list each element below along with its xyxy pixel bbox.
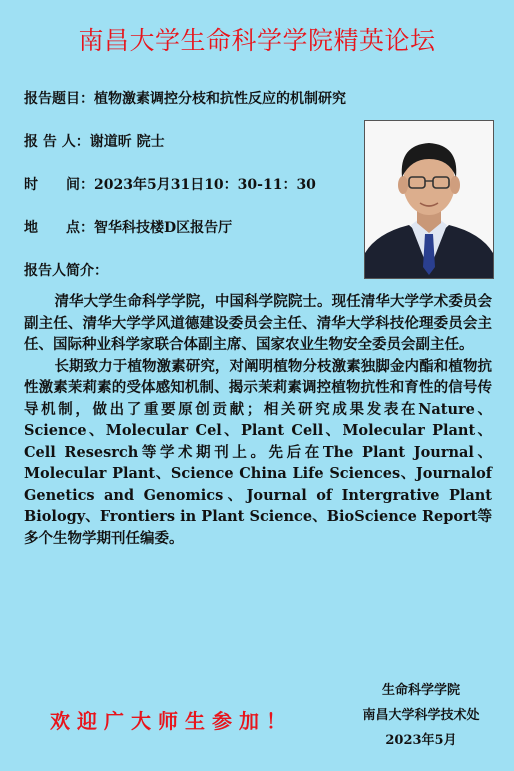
poster-date: 2023年5月 [385, 733, 457, 748]
speaker-value: 谢道昕 院士 [89, 134, 165, 150]
speaker-photo [364, 120, 494, 279]
organizer-school: 生命科学学院 [381, 683, 460, 698]
time-value: 2023年5月31日10：30-11：30 [94, 177, 316, 193]
bio-paragraph-2: 长期致力于植物激素研究，对阐明植物分枝激素独脚金内酯和植物抗性激素茉莉素的受体感知机制、揭示茉莉素调控植物抗性和育性的信号传导机制，做出了重要原创贡献；相关研究成果发表在Nature、Science、Molecular Cel、Plant Cell、Molecular Plant、Cell Resesrch等学术期刊上。先后在The Plant Journal、Molecular Plant、Science China Life Sciences、Journalof Genetics and Genomics、Journal of Intergrative Plant Biology、Frontiers in Plant Science、BioScience Report等多个生物学期刊任编委。 [24, 357, 492, 547]
page-title: 南昌大学生命科学学院精英论坛 [78, 26, 436, 55]
topic-label: 报告题目： [24, 91, 94, 107]
organizer-office: 南昌大学科学技术处 [362, 708, 480, 723]
speaker-row [24, 133, 165, 151]
welcome-slogan: 欢迎广大师生参加！ [50, 709, 293, 733]
bio-text [24, 291, 492, 549]
place-row [24, 219, 232, 237]
bio-paragraph-1: 清华大学生命科学学院，中国科学院院士。现任清华大学学术委员会副主任、清华大学学风道德建设委员会主任、清华大学科技伦理委员会主任、国际种业科学家联合体副主席、国家农业生物安全委员会副主任。 [24, 293, 492, 353]
speaker-portrait-icon [365, 121, 493, 278]
topic-row [24, 90, 346, 108]
place-value: 智华科技楼D区报告厅 [94, 220, 233, 236]
topic-value: 植物激素调控分枝和抗性反应的机制研究 [94, 91, 346, 107]
place-label: 地 点： [24, 220, 94, 236]
speaker-label: 报 告 人： [24, 134, 90, 150]
time-label: 时 间： [24, 177, 94, 193]
time-row [24, 176, 316, 194]
bio-heading: 报告人简介： [24, 263, 108, 279]
